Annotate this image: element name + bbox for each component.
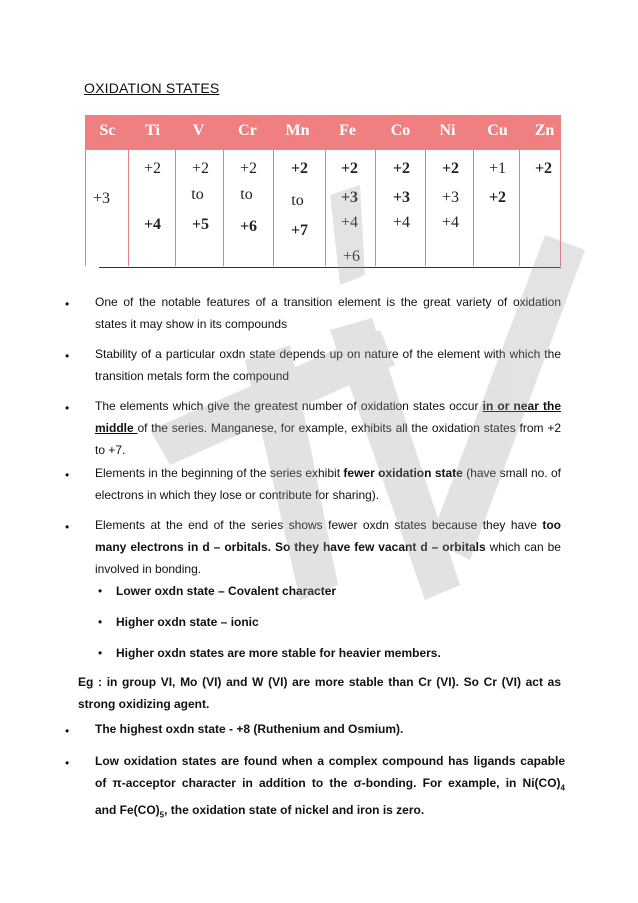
- text: The elements which give the greatest number of oxidation states occur: [95, 399, 483, 413]
- cell-sc-r2: +3: [92, 190, 111, 207]
- cell-mn-r2: to: [291, 192, 304, 209]
- cell-ni-r3: +4: [441, 214, 460, 231]
- text: Elements in the beginning of the series exhibit: [95, 466, 344, 480]
- line: Low oxidation states are found when a complex compound has ligands capable: [95, 754, 565, 768]
- paragraph-middle: [95, 395, 561, 461]
- header-fe: Fe: [339, 122, 356, 139]
- column-divider: [273, 150, 274, 266]
- header-v: V: [192, 122, 205, 139]
- cell-ti-r1: +2: [143, 160, 162, 177]
- text: (have small no. of electrons in which they lose or contribute for sharing).: [95, 466, 561, 502]
- sub-item-lower: Lower oxdn state – Covalent character: [116, 584, 337, 598]
- emphasis: fewer oxidation state: [343, 466, 463, 480]
- text: and Fe(CO): [95, 803, 160, 818]
- cell-fe-r4: +6: [342, 248, 361, 265]
- bullet: •: [65, 756, 70, 770]
- bullet: •: [65, 520, 70, 534]
- paragraph-low-oxidation: [95, 750, 565, 827]
- cell-cu-r2: +2: [488, 189, 507, 206]
- paragraph-beginning: [95, 462, 561, 506]
- header-ti: Ti: [145, 122, 160, 139]
- cell-cr-r1: +2: [239, 160, 258, 177]
- sub-bullet: •: [98, 584, 103, 598]
- cell-cr-r3: +6: [239, 218, 258, 235]
- cell-zn-r1: +2: [534, 160, 553, 177]
- cell-mn-r1: +2: [290, 160, 309, 177]
- header-co: Co: [390, 122, 411, 139]
- paragraph-stability: Stability of a particular oxdn state depends up on nature of the element with which the transition metals form the compound: [95, 347, 561, 383]
- column-divider: [473, 150, 474, 266]
- cell-cu-r1: +1: [488, 160, 507, 177]
- sub-item-higher: Higher oxdn state – ionic: [116, 615, 259, 629]
- sub-bullet: •: [98, 615, 103, 629]
- cell-co-r3: +4: [392, 214, 411, 231]
- cell-fe-r2: +3: [340, 189, 359, 206]
- text: which can be involved in bonding.: [95, 540, 561, 576]
- subscript: 5: [159, 810, 165, 820]
- cell-v-r3: +5: [191, 216, 210, 233]
- cell-v-r1: +2: [191, 160, 210, 177]
- column-divider: [223, 150, 224, 266]
- paragraph-end: [95, 514, 561, 580]
- table-header-row: [85, 115, 561, 150]
- cell-co-r1: +2: [392, 160, 411, 177]
- line: [95, 772, 565, 799]
- table-body: [85, 150, 561, 274]
- emphasis: too many electrons in d – orbitals. So they have few vacant d – orbitals: [95, 518, 561, 554]
- column-divider: [425, 150, 426, 266]
- cell-fe-r3: +4: [340, 214, 359, 231]
- bullet: •: [65, 468, 70, 482]
- bullet: •: [65, 401, 70, 415]
- emphasis: in or near the middle: [95, 399, 562, 435]
- bullet: •: [65, 297, 70, 311]
- sub-item-heavier: Higher oxdn states are more stable for heavier members.: [116, 646, 441, 660]
- sub-bullet: •: [98, 646, 103, 660]
- header-zn: Zn: [534, 122, 555, 139]
- column-divider: [175, 150, 176, 266]
- cell-cr-r2: to: [240, 186, 253, 203]
- header-cu: Cu: [487, 122, 508, 139]
- cell-ni-r2: +3: [441, 189, 460, 206]
- example-paragraph: Eg : in group VI, Mo (VI) and W (VI) are more stable than Cr (VI). So Cr (VI) act as strong oxidizing agent.: [78, 675, 561, 711]
- cell-ni-r1: +2: [441, 160, 460, 177]
- paragraph-variety: One of the notable features of a transition element is the great variety of oxidation states it may show in its compounds: [95, 295, 561, 331]
- subscript: 4: [560, 783, 565, 793]
- cell-ti-r3: +4: [143, 216, 162, 233]
- text: of the series. Manganese, for example, exhibits all the oxidation states from +2 to +7.: [95, 421, 561, 457]
- paragraph-highest: The highest oxdn state - +8 (Ruthenium and Osmium).: [95, 722, 404, 736]
- text: , the oxidation state of nickel and iron is zero.: [164, 803, 425, 818]
- cell-fe-r1: +2: [340, 160, 359, 177]
- bullet: •: [65, 349, 70, 363]
- column-divider: [375, 150, 376, 266]
- text: Elements at the end of the series shows fewer oxdn states because they have: [95, 518, 543, 532]
- column-divider: [85, 150, 86, 266]
- line: [95, 799, 565, 826]
- table-bottom-rule: [99, 267, 561, 268]
- header-ni: Ni: [439, 122, 456, 139]
- header-cr: Cr: [238, 122, 257, 139]
- oxidation-states-table: [85, 115, 561, 274]
- cell-mn-r3: +7: [290, 222, 309, 239]
- page-title: OXIDATION STATES: [84, 80, 220, 96]
- column-divider: [325, 150, 326, 266]
- cell-co-r2: +3: [392, 189, 411, 206]
- column-divider: [128, 150, 129, 266]
- bullet: •: [65, 724, 70, 738]
- text: of π-acceptor character in addition to the σ-bonding. For example, in Ni(CO): [95, 776, 561, 790]
- cell-v-r2: to: [191, 186, 204, 203]
- header-mn: Mn: [285, 122, 310, 139]
- header-sc: Sc: [99, 122, 116, 139]
